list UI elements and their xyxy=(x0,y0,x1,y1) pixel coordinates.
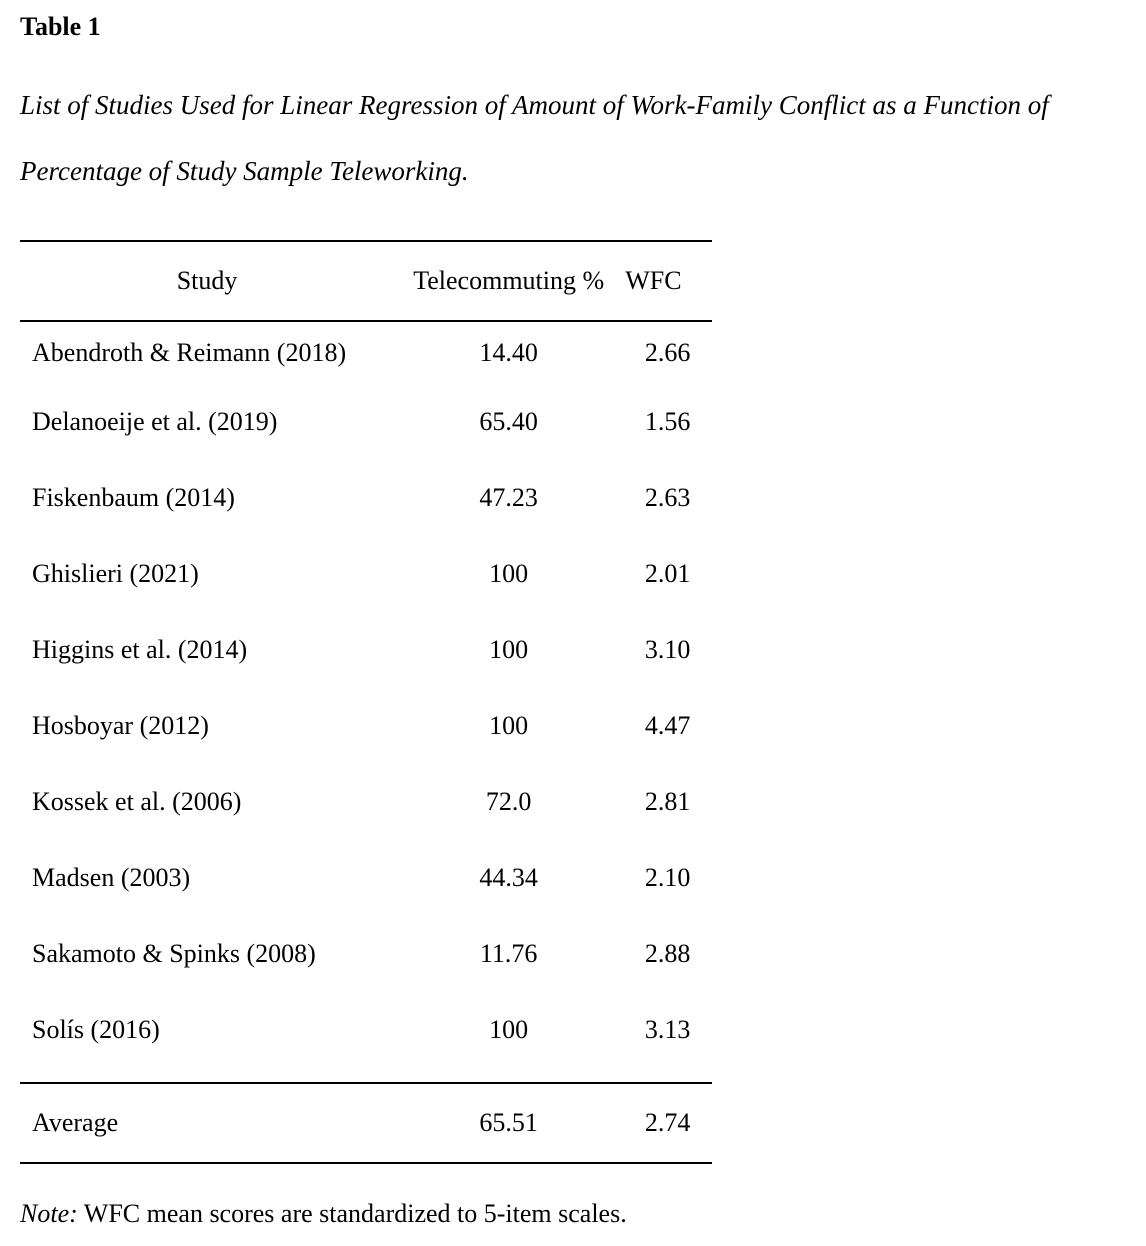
cell-study: Delanoeije et al. (2019) xyxy=(32,407,278,436)
cell-telecommuting: 100 xyxy=(489,559,529,588)
cell-study: Kossek et al. (2006) xyxy=(32,787,242,816)
table-caption: List of Studies Used for Linear Regression of Amount of Work-Family Conflict as a Function of Percentage of Study Sample Teleworking. xyxy=(20,90,1049,186)
cell-telecommuting: 100 xyxy=(489,1015,529,1044)
cell-wfc: 2.63 xyxy=(644,483,691,512)
header-telecommuting: Telecommuting % xyxy=(413,266,605,295)
table-header-row xyxy=(20,241,712,321)
table-row xyxy=(20,688,712,764)
header-study: Study xyxy=(176,266,238,295)
cell-study: Fiskenbaum (2014) xyxy=(32,483,235,512)
cell-study: Ghislieri (2021) xyxy=(32,559,199,588)
table-row xyxy=(20,992,712,1083)
table-row xyxy=(20,764,712,840)
cell-wfc: 2.10 xyxy=(644,863,691,892)
table-row xyxy=(20,321,712,384)
cell-wfc: 1.56 xyxy=(644,407,691,436)
cell-study: Madsen (2003) xyxy=(32,863,191,892)
note-label: Note: xyxy=(20,1199,78,1228)
footer-wfc: 2.74 xyxy=(644,1108,691,1137)
cell-wfc: 3.13 xyxy=(644,1015,691,1044)
table-row xyxy=(20,916,712,992)
cell-wfc: 2.66 xyxy=(644,338,691,367)
table-label: Table 1 xyxy=(20,12,101,41)
cell-study: Hosboyar (2012) xyxy=(32,711,209,740)
cell-telecommuting: 44.34 xyxy=(479,863,538,892)
cell-study: Abendroth & Reimann (2018) xyxy=(32,338,347,367)
header-wfc: WFC xyxy=(625,266,682,295)
cell-telecommuting: 100 xyxy=(489,711,529,740)
table-row xyxy=(20,460,712,536)
footer-study: Average xyxy=(32,1108,119,1137)
studies-table xyxy=(20,240,712,1164)
table-row xyxy=(20,536,712,612)
table-note xyxy=(20,1196,627,1232)
cell-wfc: 2.88 xyxy=(644,939,691,968)
cell-telecommuting: 47.23 xyxy=(479,483,538,512)
cell-telecommuting: 100 xyxy=(489,635,529,664)
cell-telecommuting: 14.40 xyxy=(479,338,538,367)
cell-wfc: 3.10 xyxy=(644,635,691,664)
cell-telecommuting: 65.40 xyxy=(479,407,538,436)
table-footer-row xyxy=(20,1083,712,1163)
footer-telecommuting: 65.51 xyxy=(479,1108,538,1137)
table-row xyxy=(20,840,712,916)
table-row xyxy=(20,612,712,688)
cell-study: Solís (2016) xyxy=(32,1015,160,1044)
cell-study: Higgins et al. (2014) xyxy=(32,635,248,664)
cell-telecommuting: 72.0 xyxy=(485,787,532,816)
cell-telecommuting: 11.76 xyxy=(479,939,538,968)
table-body xyxy=(20,321,712,1083)
note-text: WFC mean scores are standardized to 5-item scales. xyxy=(77,1199,627,1228)
cell-wfc: 2.81 xyxy=(644,787,691,816)
cell-study: Sakamoto & Spinks (2008) xyxy=(32,939,316,968)
cell-wfc: 4.47 xyxy=(644,711,691,740)
table-row xyxy=(20,384,712,460)
cell-wfc: 2.01 xyxy=(644,559,691,588)
